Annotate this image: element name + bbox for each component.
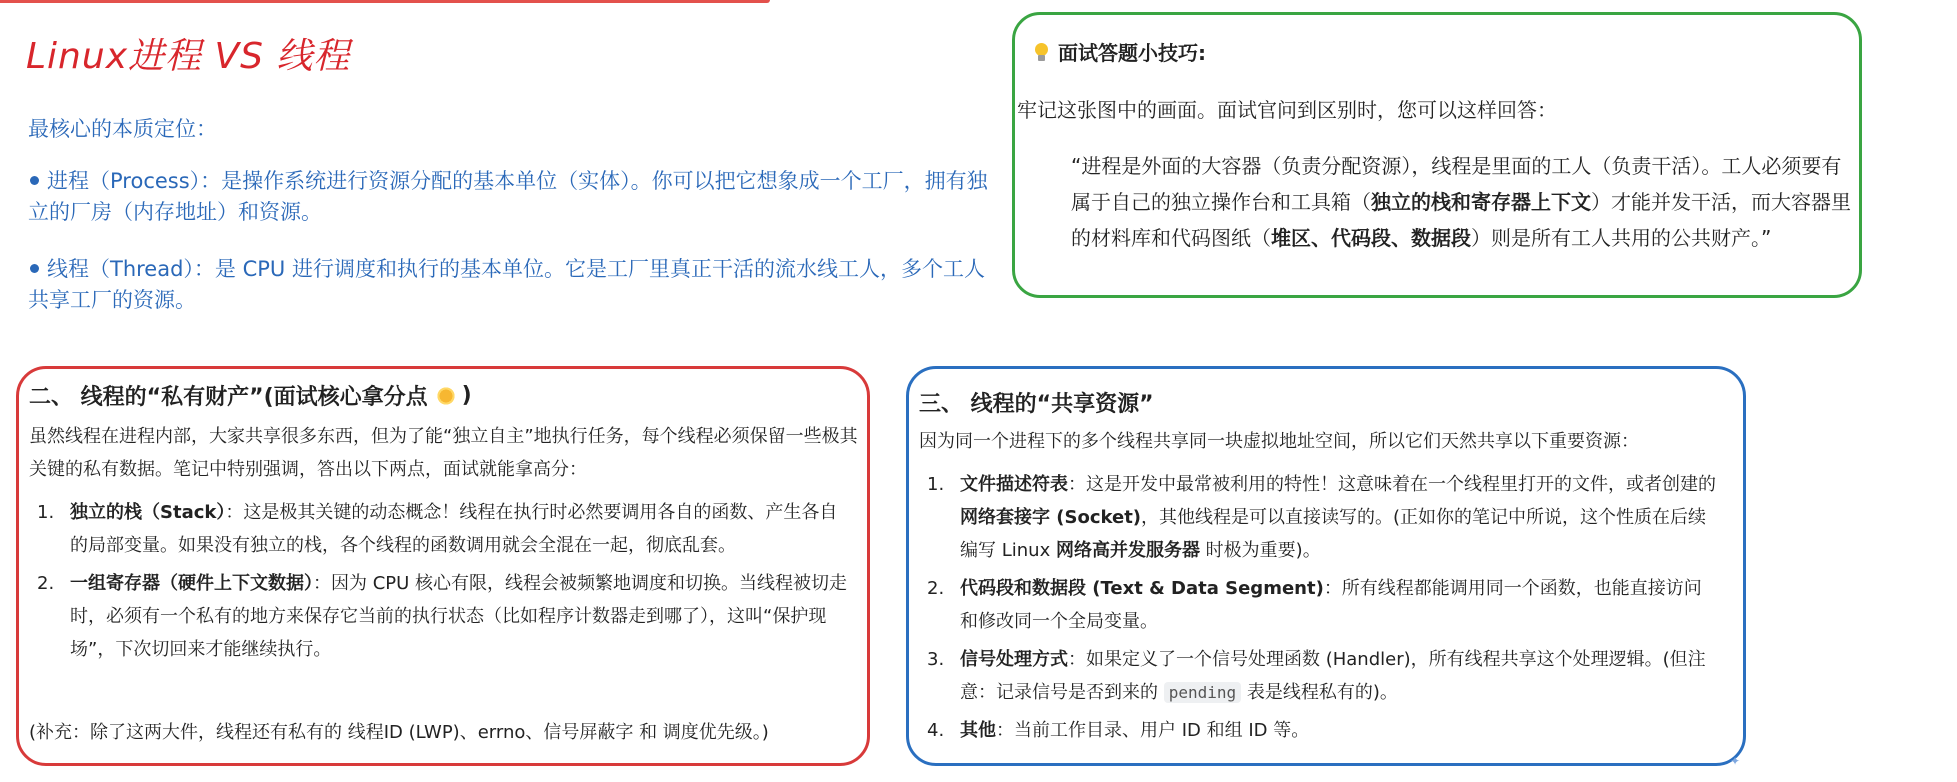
intro-item-text: 线程（Thread）：是 CPU 进行调度和执行的基本单位。它是工厂里真正干活的流水线工人，多个工人共享工厂的资源。 <box>28 257 985 312</box>
code-chip: pending <box>1164 682 1241 703</box>
list-item-bold: 信号处理方式 <box>960 649 1068 670</box>
list-item <box>919 468 1719 567</box>
list-item-text: ：这是极其关键的动态概念！线程在执行时必然要调用各自的函数、产生各自的局部变量。如果没有独立的栈，各个线程的函数调用就会全混在一起，彻底乱套。 <box>70 502 838 556</box>
list-item-bold: 网络高并发服务器 <box>1055 540 1200 561</box>
bullet-dot-icon <box>30 176 39 185</box>
section-intro: 因为同一个进程下的多个线程共享同一块虚拟地址空间，所以它们天然共享以下重要资源： <box>919 431 1639 452</box>
top-accent-line <box>0 0 770 3</box>
interview-tip-box <box>1012 12 1862 298</box>
list-item <box>919 572 1719 638</box>
intro-item-text: 进程（Process）：是操作系统进行资源分配的基本单位（实体）。你可以把它想象成一个工厂，拥有独立的厂房（内存地址）和资源。 <box>28 169 988 224</box>
shared-list <box>919 468 1719 752</box>
quote-bold: 独立的栈和寄存器上下文 <box>1371 190 1591 214</box>
list-number: 1. <box>927 474 945 495</box>
private-resources-section <box>16 366 870 766</box>
list-item <box>919 714 1719 747</box>
lightbulb-icon <box>1035 43 1048 61</box>
sparkle-icon: ✦ <box>1730 754 1741 768</box>
quote-text: “进程是外面的大容器（负责分配资源），线程是里面的工人（负责干活）。工人必须要有属于自己的独立操作台和工具箱（ <box>1071 154 1842 214</box>
bullet-dot-icon <box>30 264 39 273</box>
tip-heading <box>1035 37 1206 66</box>
list-number: 2. <box>37 573 55 594</box>
list-item-text: ，其他线程是可以直接读写的。(正如你的笔记中所说，这个性质在后续编写 Linux <box>960 507 1707 561</box>
tip-intro: 牢记这张图中的画面。面试官问到区别时，您可以这样回答： <box>1017 98 1557 122</box>
list-item-text: ：因为 CPU 核心有限，线程会被频繁地调度和切换。当线程被切走时，必须有一个私有的地方来保存它当前的执行状态（比如程序计数器走到哪了），这叫“保护现场”，下次切回来才能继续执行。 <box>70 573 848 660</box>
quote-bold: 堆区、代码段、数据段 <box>1271 226 1471 250</box>
list-item-bold: 文件描述符表 <box>960 474 1068 495</box>
tip-quote <box>1071 148 1861 256</box>
section-note: (补充：除了这两大件，线程还有私有的 线程ID (LWP)、errno、信号屏蔽字 和 调度优先级。) <box>29 722 769 743</box>
section-title <box>29 380 472 411</box>
section-title-text: 二、 线程的“私有财产”(面试核心拿分点 <box>29 385 428 410</box>
intro-subtitle: 最核心的本质定位： <box>28 117 217 141</box>
list-item-text: ：这是开发中最常被利用的特性！这意味着在一个线程里打开的文件，或者创建的 <box>1068 474 1716 495</box>
list-item <box>29 496 849 562</box>
list-item-text: ：如果定义了一个信号处理函数 (Handler)，所有线程共享这个处理逻辑。(但注意：记录信号是否到来的 <box>960 649 1706 703</box>
list-number: 1. <box>37 502 55 523</box>
intro-item-process <box>28 166 998 228</box>
section-title-end: ) <box>461 383 472 408</box>
sun-icon <box>436 386 456 406</box>
list-item-bold: 其他 <box>960 720 996 741</box>
list-item-text: 表是线程私有的)。 <box>1241 682 1398 703</box>
quote-text: ）则是所有工人共用的公共财产。” <box>1471 226 1772 250</box>
quote-text: ）才能并发干活，而大容器里的材料库和代码图纸（ <box>1071 190 1851 250</box>
list-item-text: 时极为重要)。 <box>1199 540 1321 561</box>
shared-resources-section <box>906 366 1746 766</box>
list-number: 3. <box>927 649 945 670</box>
list-item-bold: 网络套接字 (Socket) <box>960 507 1142 528</box>
section-intro: 虽然线程在进程内部，大家共享很多东西，但为了能“独立自主”地执行任务，每个线程必须保留一些极其关键的私有数据。笔记中特别强调，答出以下两点，面试就能拿高分： <box>29 426 858 480</box>
tip-heading-text: 面试答题小技巧: <box>1058 41 1206 65</box>
section-title: 三、 线程的“共享资源” <box>919 392 1154 417</box>
list-number: 2. <box>927 578 945 599</box>
list-item-bold: 一组寄存器（硬件上下文数据） <box>70 573 313 594</box>
list-number: 4. <box>927 720 945 741</box>
private-list <box>29 496 849 671</box>
list-item-text: ：所有线程都能调用同一个函数，也能直接访问和修改同一个全局变量。 <box>960 578 1702 632</box>
page-title: Linux进程 VS 线程 <box>26 36 351 77</box>
list-item-bold: 独立的栈（Stack） <box>70 502 226 523</box>
list-item <box>29 567 849 666</box>
list-item-bold: 代码段和数据段 (Text & Data Segment) <box>960 578 1324 599</box>
intro-item-thread <box>28 254 998 316</box>
list-item-text: ：当前工作目录、用户 ID 和组 ID 等。 <box>996 720 1310 741</box>
list-item <box>919 643 1719 709</box>
